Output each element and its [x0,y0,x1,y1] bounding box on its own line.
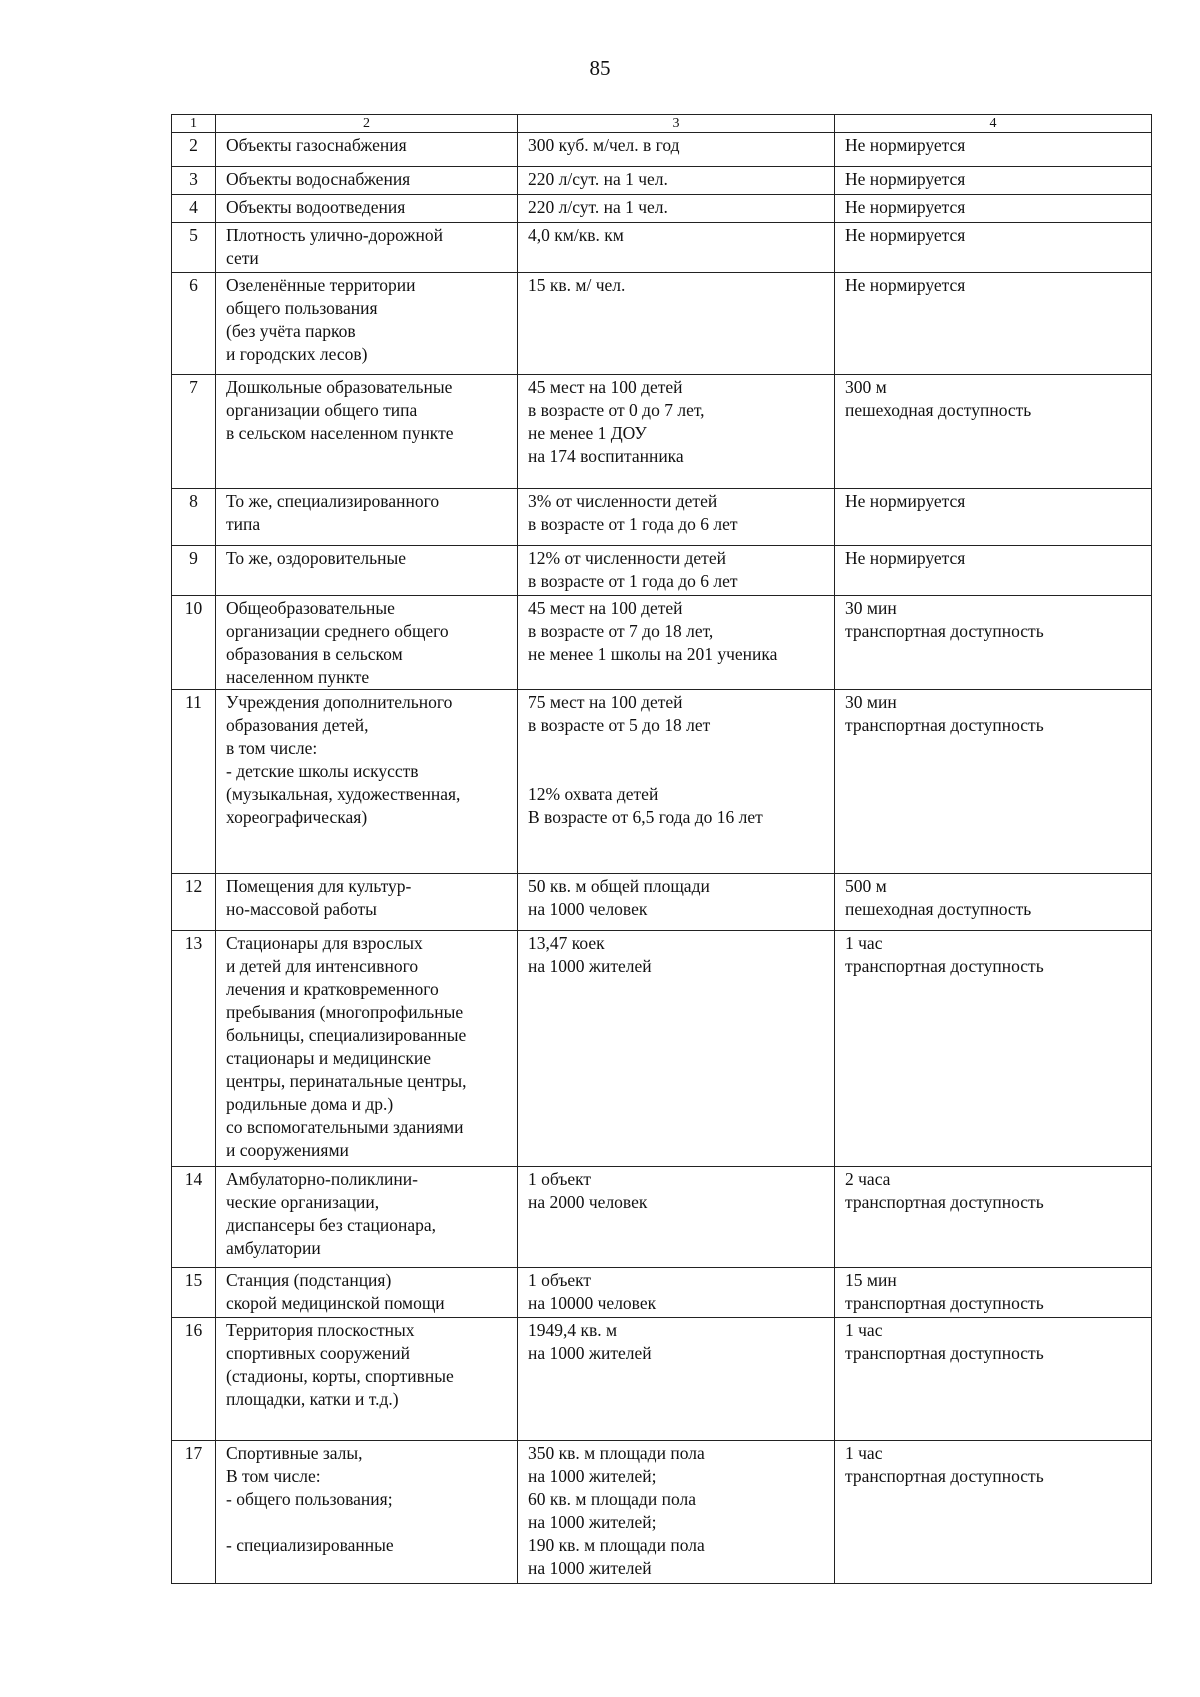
object-name-cell: Озеленённые территории общего пользования (без учёта парков и городских лесов) [216,273,518,375]
accessibility-cell: Не нормируется [835,195,1152,223]
norm-value-cell: 220 л/сут. на 1 чел. [518,167,835,195]
table-row [172,489,1152,546]
object-name-cell: Учреждения дополнительного образования детей, в том числе: - детские школы искусств (музыкальная, художественная, хореографическая) [216,690,518,874]
row-number: 14 [172,1167,216,1268]
header-cell: 4 [835,115,1152,133]
row-number: 12 [172,874,216,931]
norm-value-cell: 45 мест на 100 детей в возрасте от 7 до 18 лет, не менее 1 школы на 201 ученика [518,596,835,690]
object-name-cell: То же, оздоровительные [216,546,518,596]
row-number: 3 [172,167,216,195]
object-name-cell: Станция (подстанция) скорой медицинской помощи [216,1268,518,1318]
table-row [172,223,1152,273]
accessibility-cell: Не нормируется [835,223,1152,273]
norm-value-cell: 3% от численности детей в возрасте от 1 года до 6 лет [518,489,835,546]
table-header-row [172,115,1152,133]
accessibility-cell: 500 м пешеходная доступность [835,874,1152,931]
table-row [172,375,1152,489]
norms-table [171,114,1152,1584]
row-number: 17 [172,1441,216,1584]
accessibility-cell: 2 часа транспортная доступность [835,1167,1152,1268]
object-name-cell: Плотность улично-дорожной сети [216,223,518,273]
table-row [172,596,1152,690]
row-number: 7 [172,375,216,489]
row-number: 2 [172,133,216,167]
norm-value-cell: 1 объект на 10000 человек [518,1268,835,1318]
row-number: 15 [172,1268,216,1318]
object-name-cell: Объекты газоснабжения [216,133,518,167]
table-row [172,167,1152,195]
norm-value-cell: 4,0 км/кв. км [518,223,835,273]
header-cell: 2 [216,115,518,133]
table-row [172,1167,1152,1268]
accessibility-cell: Не нормируется [835,546,1152,596]
norm-value-cell: 13,47 коек на 1000 жителей [518,931,835,1167]
row-number: 9 [172,546,216,596]
norm-value-cell: 15 кв. м/ чел. [518,273,835,375]
table-row [172,690,1152,874]
accessibility-cell: Не нормируется [835,133,1152,167]
object-name-cell: Общеобразовательные организации среднего общего образования в сельском населенном пункте [216,596,518,690]
table-row [172,133,1152,167]
object-name-cell: Территория плоскостных спортивных сооружений (стадионы, корты, спортивные площадки, катки и т.д.) [216,1318,518,1441]
table-row [172,546,1152,596]
object-name-cell: Амбулаторно-поликлини- ческие организации, диспансеры без стационара, амбулатории [216,1167,518,1268]
row-number: 6 [172,273,216,375]
accessibility-cell: Не нормируется [835,489,1152,546]
row-number: 16 [172,1318,216,1441]
row-number: 4 [172,195,216,223]
accessibility-cell: 15 мин транспортная доступность [835,1268,1152,1318]
page-number: 85 [589,56,611,80]
object-name-cell: Спортивные залы, В том числе: - общего пользования; - специализированные [216,1441,518,1584]
norm-value-cell: 350 кв. м площади пола на 1000 жителей; 60 кв. м площади пола на 1000 жителей; 190 кв. м площади пола на 1000 жителей [518,1441,835,1584]
object-name-cell: Стационары для взрослых и детей для интенсивного лечения и кратковременного пребывания (многопрофильные больницы, специализированные стационары и медицинские центры, перинатальные центры, родильные дома и др.) со вспомогательными зданиями и сооружениями [216,931,518,1167]
table-row [172,195,1152,223]
header-cell: 1 [172,115,216,133]
row-number: 11 [172,690,216,874]
header-cell: 3 [518,115,835,133]
row-number: 10 [172,596,216,690]
object-name-cell: Помещения для культур- но-массовой работы [216,874,518,931]
norm-value-cell: 12% от численности детей в возрасте от 1 года до 6 лет [518,546,835,596]
table-row [172,273,1152,375]
norm-value-cell: 220 л/сут. на 1 чел. [518,195,835,223]
row-number: 8 [172,489,216,546]
accessibility-cell: 30 мин транспортная доступность [835,596,1152,690]
accessibility-cell: 1 час транспортная доступность [835,931,1152,1167]
accessibility-cell: 300 м пешеходная доступность [835,375,1152,489]
accessibility-cell: Не нормируется [835,273,1152,375]
object-name-cell: То же, специализированного типа [216,489,518,546]
norm-value-cell: 1 объект на 2000 человек [518,1167,835,1268]
table-row [172,1441,1152,1584]
norm-value-cell: 75 мест на 100 детей в возрасте от 5 до 18 лет 12% охвата детей В возрасте от 6,5 года до 16 лет [518,690,835,874]
table-row [172,1268,1152,1318]
norm-value-cell: 50 кв. м общей площади на 1000 человек [518,874,835,931]
row-number: 13 [172,931,216,1167]
norm-value-cell: 300 куб. м/чел. в год [518,133,835,167]
table-row [172,931,1152,1167]
accessibility-cell: 1 час транспортная доступность [835,1441,1152,1584]
row-number: 5 [172,223,216,273]
object-name-cell: Дошкольные образовательные организации общего типа в сельском населенном пункте [216,375,518,489]
norm-value-cell: 1949,4 кв. м на 1000 жителей [518,1318,835,1441]
table-row [172,874,1152,931]
object-name-cell: Объекты водоснабжения [216,167,518,195]
accessibility-cell: 30 мин транспортная доступность [835,690,1152,874]
object-name-cell: Объекты водоотведения [216,195,518,223]
accessibility-cell: Не нормируется [835,167,1152,195]
accessibility-cell: 1 час транспортная доступность [835,1318,1152,1441]
norm-value-cell: 45 мест на 100 детей в возрасте от 0 до 7 лет, не менее 1 ДОУ на 174 воспитанника [518,375,835,489]
table-row [172,1318,1152,1441]
